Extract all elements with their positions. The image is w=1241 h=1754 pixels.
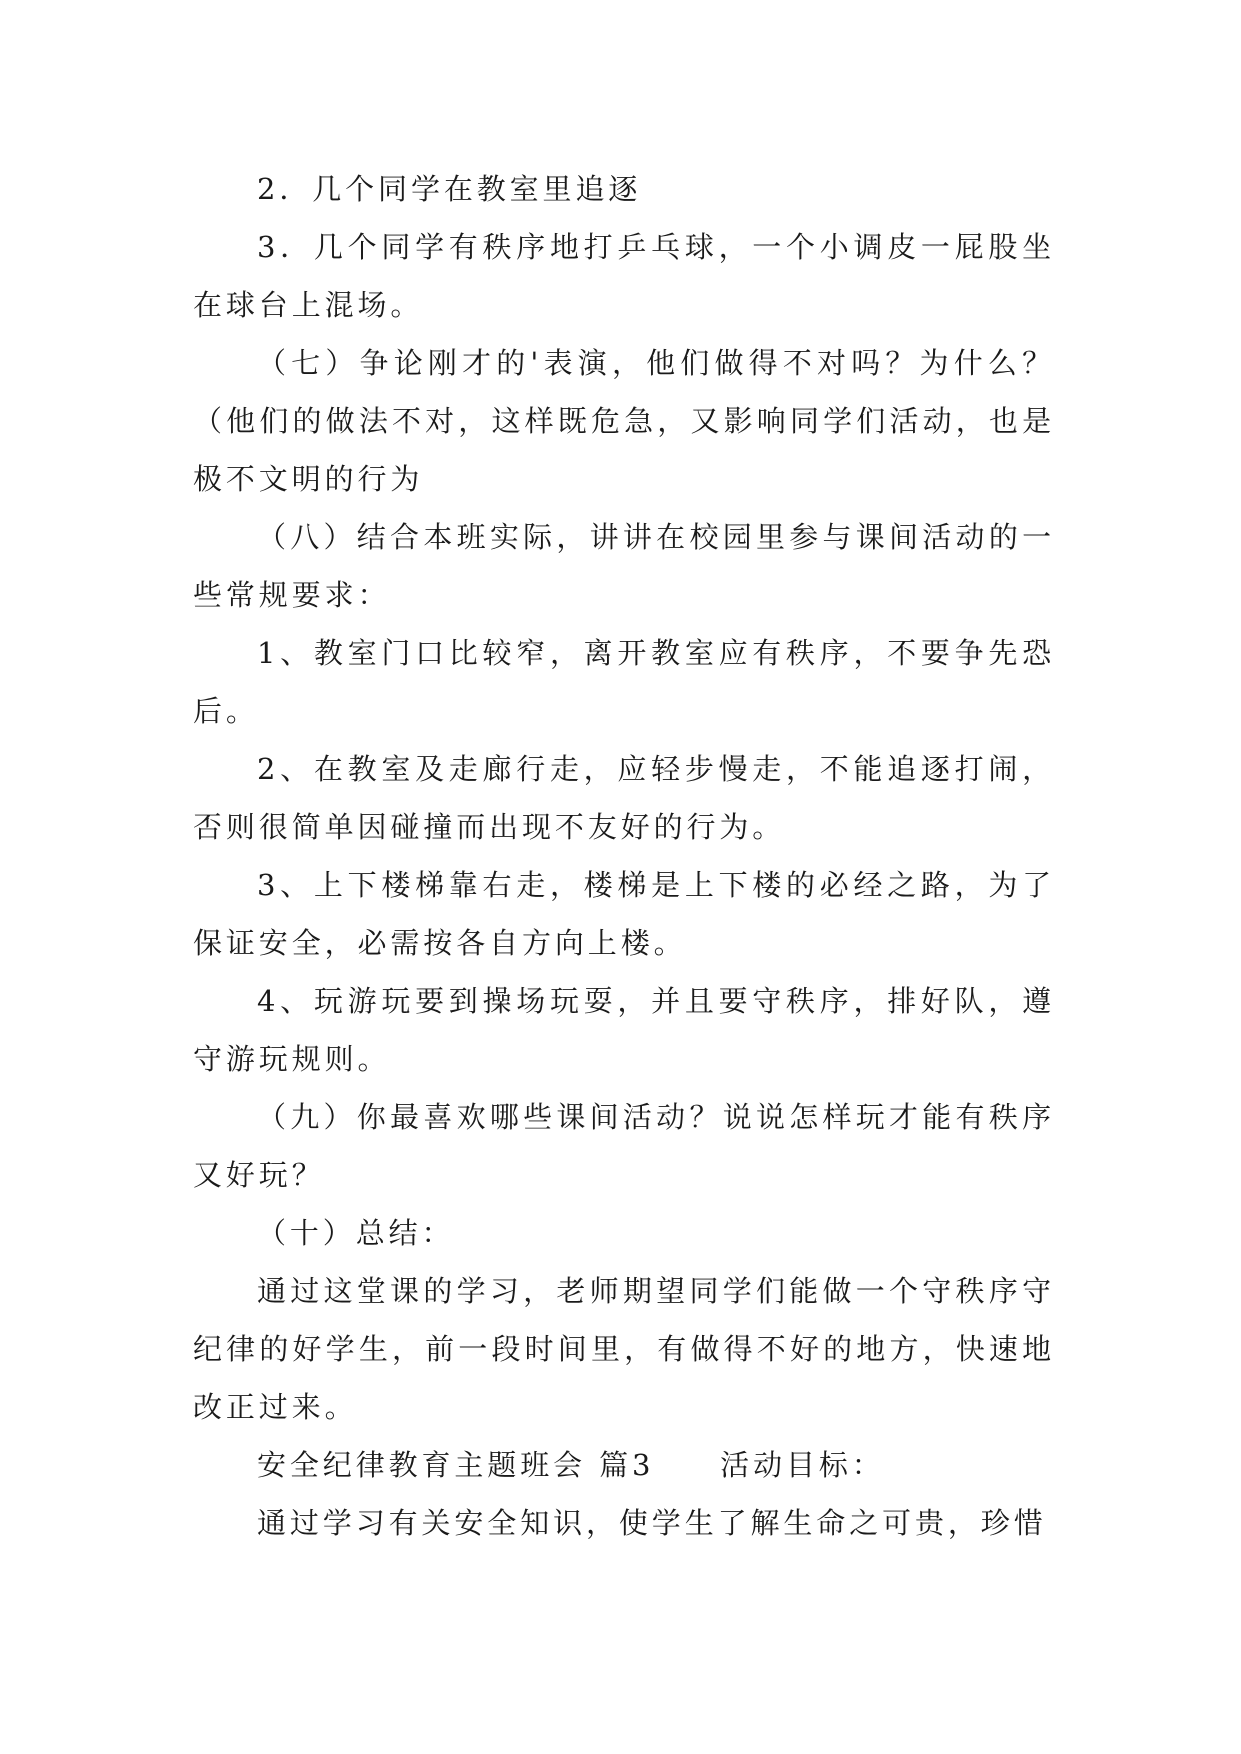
paragraph: 通过这堂课的学习，老师期望同学们能做一个守秩序守纪律的好学生，前一段时间里，有做得不好的地方，快速地改正过来。 — [193, 1274, 1055, 1424]
paragraph: 3．几个同学有秩序地打乒乓球，一个小调皮一屁股坐在球台上混场。 — [193, 230, 1055, 322]
paragraph: （十）总结： — [257, 1216, 455, 1250]
paragraph: 通过学习有关安全知识，使学生了解生命之可贵，珍惜 — [257, 1506, 1047, 1540]
paragraph: 4、玩游玩要到操场玩耍，并且要守秩序，排好队，遵守游玩规则。 — [193, 984, 1055, 1076]
paragraph: 1、教室门口比较窄，离开教室应有秩序，不要争先恐后。 — [193, 636, 1055, 728]
paragraph: 2、在教室及走廊行走，应轻步慢走，不能追逐打闹，否则很简单因碰撞而出现不友好的行为。 — [193, 752, 1055, 844]
document-body — [193, 160, 1055, 1552]
paragraph: （八）结合本班实际，讲讲在校园里参与课间活动的一些常规要求： — [193, 520, 1055, 612]
paragraph: （九）你最喜欢哪些课间活动？说说怎样玩才能有秩序又好玩？ — [193, 1100, 1055, 1192]
paragraph: 2．几个同学在教室里追逐 — [257, 172, 642, 206]
paragraph: （七）争论刚才的'表演，他们做得不对吗？为什么？（他们的做法不对，这样既危急，又影响同学们活动，也是极不文明的行为 — [193, 346, 1055, 496]
paragraph: 3、上下楼梯靠右走，楼梯是上下楼的必经之路，为了保证安全，必需按各自方向上楼。 — [193, 868, 1055, 960]
section-heading: 安全纪律教育主题班会 篇3 活动目标： — [257, 1448, 885, 1482]
